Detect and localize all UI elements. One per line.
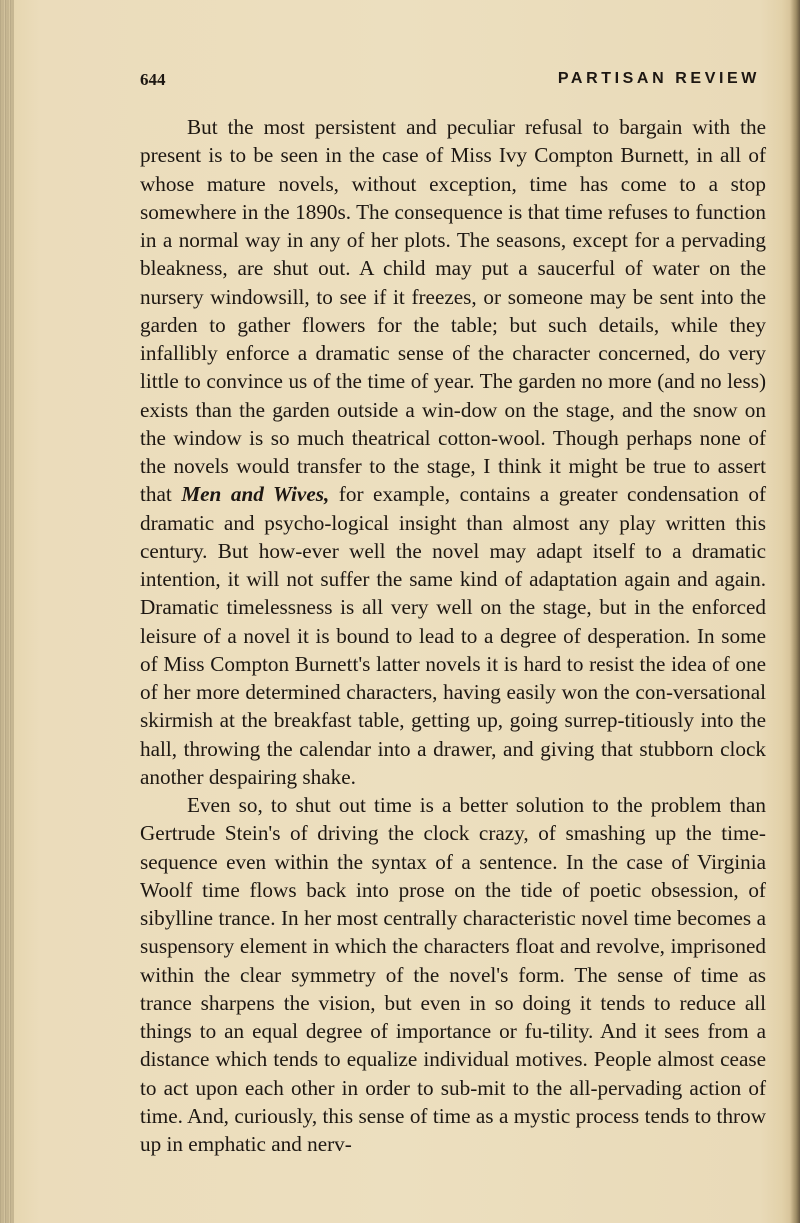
paragraph-1-text-after: for example, contains a greater condensation of dramatic and psycho-logical insight than almost any play written this century. But how-ever well the novel may adapt itself to a dramatic intention, it will not suffer the same kind of adaptation again and again. Dramatic timelessness is all very well on the stage, but in the enforced leisure of a novel it is bound to lead to a degree of desperation. In some of Miss Compton Burnett's latter novels it is hard to resist the idea of one of her more determined characters, having easily won the con-versational skirmish at the breakfast table, getting up, going surrep-titiously into the hall, throwing the calendar into a drawer, and giving that stubborn clock another despairing shake. [140, 482, 767, 789]
page-number: 644 [140, 70, 166, 89]
page-header [140, 70, 760, 94]
book-title-men-and-wives: Men and Wives, [181, 482, 330, 507]
paragraph-1-text-before: But the most persistent and peculiar refusal to bargain with the present is to be seen in the case of Miss Ivy Compton Burnett, in all of whose mature novels, without exception, time has come to a stop somewhere in the 1890s. The consequence is that time refuses to function in a normal way in any of her plots. The seasons, except for a pervading bleakness, are shut out. A child may put a saucerful of water on the nursery windowsill, to see if it freezes, or someone may be sent into the garden to gather flowers for the table; but such details, while they infallibly enforce a dramatic sense of the character concerned, do very little to convince us of the time of year. The garden no more (and no less) exists than the garden outside a win-dow on the stage, and the snow on the window is so much theatrical cotton-wool. Though perhaps none of the novels would transfer to the stage, I think it might be true to assert that [140, 115, 766, 507]
page-edge-shadow [790, 0, 800, 1223]
paragraph-1 [140, 113, 766, 791]
running-head: PARTISAN REVIEW [557, 70, 760, 87]
body-text [140, 113, 766, 1158]
binding-edge [0, 0, 14, 1223]
paragraph-2: Even so, to shut out time is a better solution to the problem than Gertrude Stein's of driving the clock crazy, of smashing up the time-sequence even within the syntax of a sentence. In the case of Virginia Woolf time flows back into prose on the tide of poetic obsession, of sibylline trance. In her most centrally characteristic novel time becomes a suspensory element in which the characters float and revolve, imprisoned within the clear symmetry of the novel's form. The sense of time as trance sharpens the vision, but even in so doing it tends to reduce all things to an equal degree of importance or fu-tility. And it sees from a distance which tends to equalize individual motives. People almost cease to act upon each other in order to sub-mit to the all-pervading action of time. And, curiously, this sense of time as a mystic process tends to throw up in emphatic and nerv- [140, 793, 766, 1156]
